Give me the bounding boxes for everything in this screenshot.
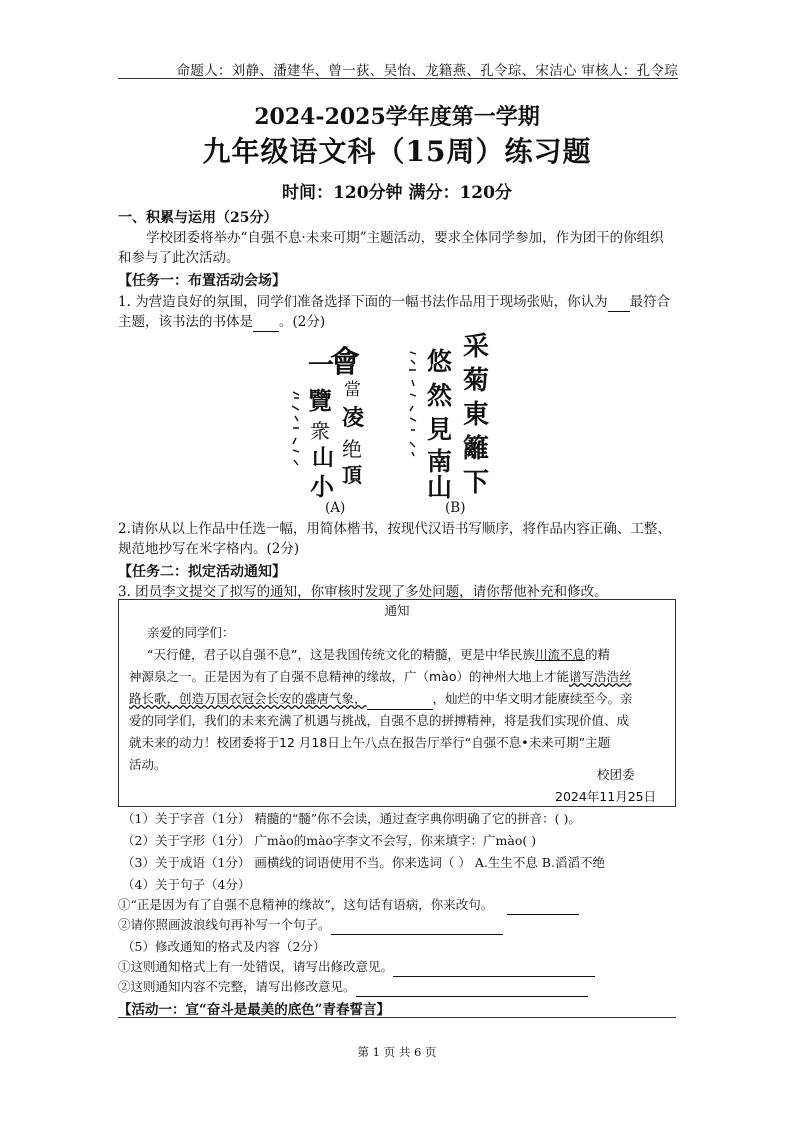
q1-text-c: 主题，该书法的书体是 bbox=[118, 314, 253, 330]
calligraphy-char: 山 bbox=[427, 473, 453, 502]
sub-question-4-2 bbox=[118, 915, 503, 935]
calligraphy-work-b bbox=[405, 322, 495, 502]
calligraphy-char: 下 bbox=[463, 468, 490, 498]
notice-line: 爱的同学们，我们的未来充满了机遇与挑战，自强不息的拼搏精神，将是我们实现价值、成 bbox=[129, 713, 630, 728]
term-title: 2024-2025学年度第一学期 bbox=[254, 104, 540, 130]
calligraphy-char: 菊 bbox=[463, 366, 490, 396]
question-text: ②请你照画波浪线句再补写一个句子。 bbox=[118, 917, 331, 932]
calligraphy-char: 見 bbox=[427, 415, 453, 444]
notice-signature: 校团委 bbox=[597, 767, 635, 782]
section-intro: 学校团委将举办“自强不息·未来可期”主题活动，要求全体同学参加，作为团干的你组织和参与了此次活动。 bbox=[118, 230, 664, 266]
notice-box bbox=[118, 599, 676, 807]
sub-question-2: （2）关于字形（1分） 广mào的mào字李文不会写，你来填字：广mào( ) bbox=[122, 833, 537, 848]
answer-blank[interactable] bbox=[356, 996, 588, 997]
sub-question-4: （4）关于句子（4分） bbox=[122, 877, 251, 892]
notice-line: 就未来的动力！校团委将于12 月18日上午八点在报告厅举行“自强不息•未来可期”主题 bbox=[129, 735, 611, 750]
inscription-mark bbox=[407, 348, 419, 458]
notice-text: ，灿烂的中华文明才能赓续至今。亲 bbox=[432, 691, 633, 706]
answer-blank[interactable] bbox=[331, 934, 503, 935]
section-heading: 一、积累与运用（25分） bbox=[118, 210, 278, 226]
question-3: 3. 团员李文提交了拟写的通知，你审核时发现了多处问题，请你帮他补充和修改。 bbox=[118, 584, 608, 600]
calligraphy-char: 當 bbox=[344, 380, 361, 400]
calligraphy-char: 覽 bbox=[308, 386, 332, 415]
question-1 bbox=[118, 292, 678, 332]
calligraphy-char: 籬 bbox=[463, 434, 490, 464]
answer-blank[interactable] bbox=[507, 914, 579, 915]
sub-question-5-2 bbox=[118, 977, 588, 997]
wavy-underlined-text: 路长歌，创造万国衣冠会长安的盛唐气象， bbox=[129, 691, 367, 706]
question-text: ①这则通知格式上有一处错误，请写出修改意见。 bbox=[118, 959, 394, 974]
calligraphy-char: 采 bbox=[463, 332, 490, 362]
notice-line: 活动。 bbox=[129, 757, 167, 772]
calligraphy-char: 小 bbox=[310, 472, 334, 501]
q1-text-a: 1. 为营造良好的氛围，同学们准备选择下面的一幅书法作品用于现场张贴，你认为 bbox=[118, 294, 608, 310]
calligraphy-char: 一 bbox=[308, 351, 335, 381]
calligraphy-char: 會 bbox=[330, 345, 360, 380]
notice-greeting: 亲爱的同学们： bbox=[147, 625, 235, 640]
calligraphy-work-a bbox=[290, 333, 380, 501]
notice-line bbox=[129, 688, 669, 710]
calligraphy-char: 東 bbox=[463, 400, 490, 430]
q1-text-d: 。(2分) bbox=[279, 314, 326, 330]
question-2: 2.请你从以上作品中任选一幅，用简体楷书，按现代汉语书写顺序，将作品内容正确、工整、规范地抄写在米字格内。(2分) bbox=[118, 521, 671, 557]
task2-label: 【任务二：拟定活动通知】 bbox=[118, 564, 286, 580]
notice-text: 的精 bbox=[584, 647, 610, 662]
answer-blank[interactable] bbox=[367, 693, 433, 710]
setters-line: 命题人：刘静、潘建华、曾一荻、吴怡、龙籍燕、孔令琮、宋洁心 审核人：孔令琮 bbox=[176, 63, 678, 79]
calligraphy-char: 绝 bbox=[342, 437, 362, 461]
notice-line bbox=[129, 644, 669, 666]
answer-blank[interactable] bbox=[253, 331, 279, 332]
calligraphy-char: 頂 bbox=[342, 463, 362, 487]
calligraphy-char: 悠 bbox=[427, 347, 453, 376]
notice-line bbox=[129, 666, 669, 688]
calligraphy-char: 凌 bbox=[342, 405, 365, 431]
header-divider bbox=[118, 78, 678, 79]
sub-question-4-1 bbox=[118, 895, 579, 915]
calligraphy-char: 然 bbox=[427, 381, 453, 410]
sub-question-5: （5）修改通知的格式及内容（2分） bbox=[122, 939, 326, 954]
answer-blank[interactable] bbox=[608, 311, 630, 312]
sub-question-5-1 bbox=[118, 957, 595, 977]
q1-text-b: 最符合 bbox=[629, 294, 671, 310]
time-score-line: 时间：120分钟 满分：120分 bbox=[282, 183, 512, 203]
page-number: 第 1 页 共 6 页 bbox=[357, 1045, 437, 1059]
work-label-b: (B) bbox=[445, 500, 466, 516]
calligraphy-char: 南 bbox=[427, 447, 453, 476]
exam-title: 九年级语文科（15周）练习题 bbox=[202, 135, 592, 168]
calligraphy-char: 衆 bbox=[310, 419, 330, 443]
question-text: ①“正是因为有了自强不息精神的缘故”，这句话有语病，你来改句。 bbox=[118, 897, 494, 912]
notice-text: “天行健，君子以自强不息”，这是我国传统文化的精髓，更是中华民族 bbox=[147, 647, 535, 662]
notice-text: 神源泉之一。正是因为有了自强不息精神的缘故，广（màо）的神州大地上才能 bbox=[129, 669, 569, 684]
footer-divider bbox=[118, 1017, 676, 1018]
sub-question-1: （1）关于字音（1分） 精髓的“髓”你不会读，通过查字典你明确了它的拼音：( )。 bbox=[122, 811, 581, 826]
notice-title: 通知 bbox=[384, 603, 410, 618]
wavy-underlined-text: 谱写浩浩丝 bbox=[569, 669, 632, 684]
notice-date: 2024年11月25日 bbox=[555, 789, 657, 804]
inscription-mark bbox=[290, 388, 302, 473]
calligraphy-char: 山 bbox=[312, 445, 335, 471]
sub-question-3: （3）关于成语（1分） 画横线的词语使用不当。你来选词（ ） A.生生不息 B.滔滔不绝 bbox=[122, 855, 605, 870]
underlined-idiom: 川流不息 bbox=[534, 647, 585, 662]
work-label-a: (A) bbox=[325, 500, 346, 516]
activity1-label: 【活动一：宣“奋斗是最美的底色”青春誓言】 bbox=[118, 1002, 391, 1018]
question-text: ②这则通知内容不完整，请写出修改意见。 bbox=[118, 979, 356, 994]
task1-label: 【任务一：布置活动会场】 bbox=[118, 273, 286, 289]
